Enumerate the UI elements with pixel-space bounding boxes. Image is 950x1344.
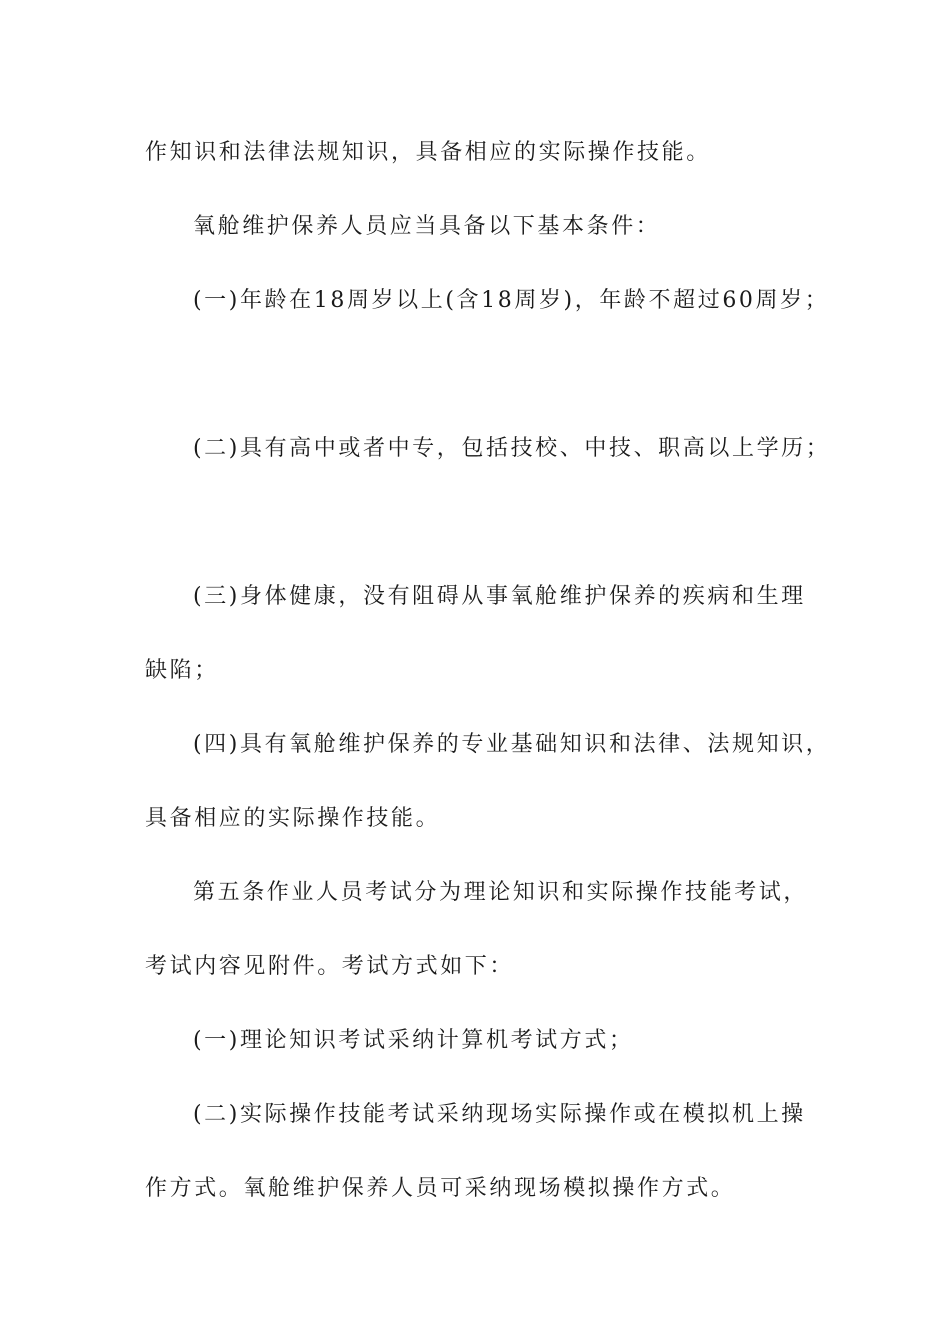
text-line: (二)具有高中或者中专，包括技校、中技、职高以上学历； xyxy=(193,436,831,461)
text-line: 作方式。氧舱维护保养人员可采纳现场模拟操作方式。 xyxy=(145,1176,736,1201)
text-line: 氧舱维护保养人员应当具备以下基本条件： xyxy=(193,214,661,239)
text-line: (二)实际操作技能考试采纳现场实际操作或在模拟机上操 xyxy=(193,1102,806,1127)
text-line: (四)具有氧舱维护保养的专业基础知识和法律、法规知识， xyxy=(193,732,831,757)
text-line: 具备相应的实际操作技能。 xyxy=(145,806,441,831)
text-line: 作知识和法律法规知识，具备相应的实际操作技能。 xyxy=(145,140,711,165)
text-line: 考试内容见附件。考试方式如下： xyxy=(145,954,515,979)
text-line: (一)年龄在18周岁以上(含18周岁)，年龄不超过60周岁； xyxy=(193,288,830,313)
text-line: 第五条作业人员考试分为理论知识和实际操作技能考试， xyxy=(193,880,809,905)
text-line: (一)理论知识考试采纳计算机考试方式； xyxy=(193,1028,634,1053)
text-line: 缺陷； xyxy=(145,658,219,683)
text-line: (三)身体健康，没有阻碍从事氧舱维护保养的疾病和生理 xyxy=(193,584,806,609)
